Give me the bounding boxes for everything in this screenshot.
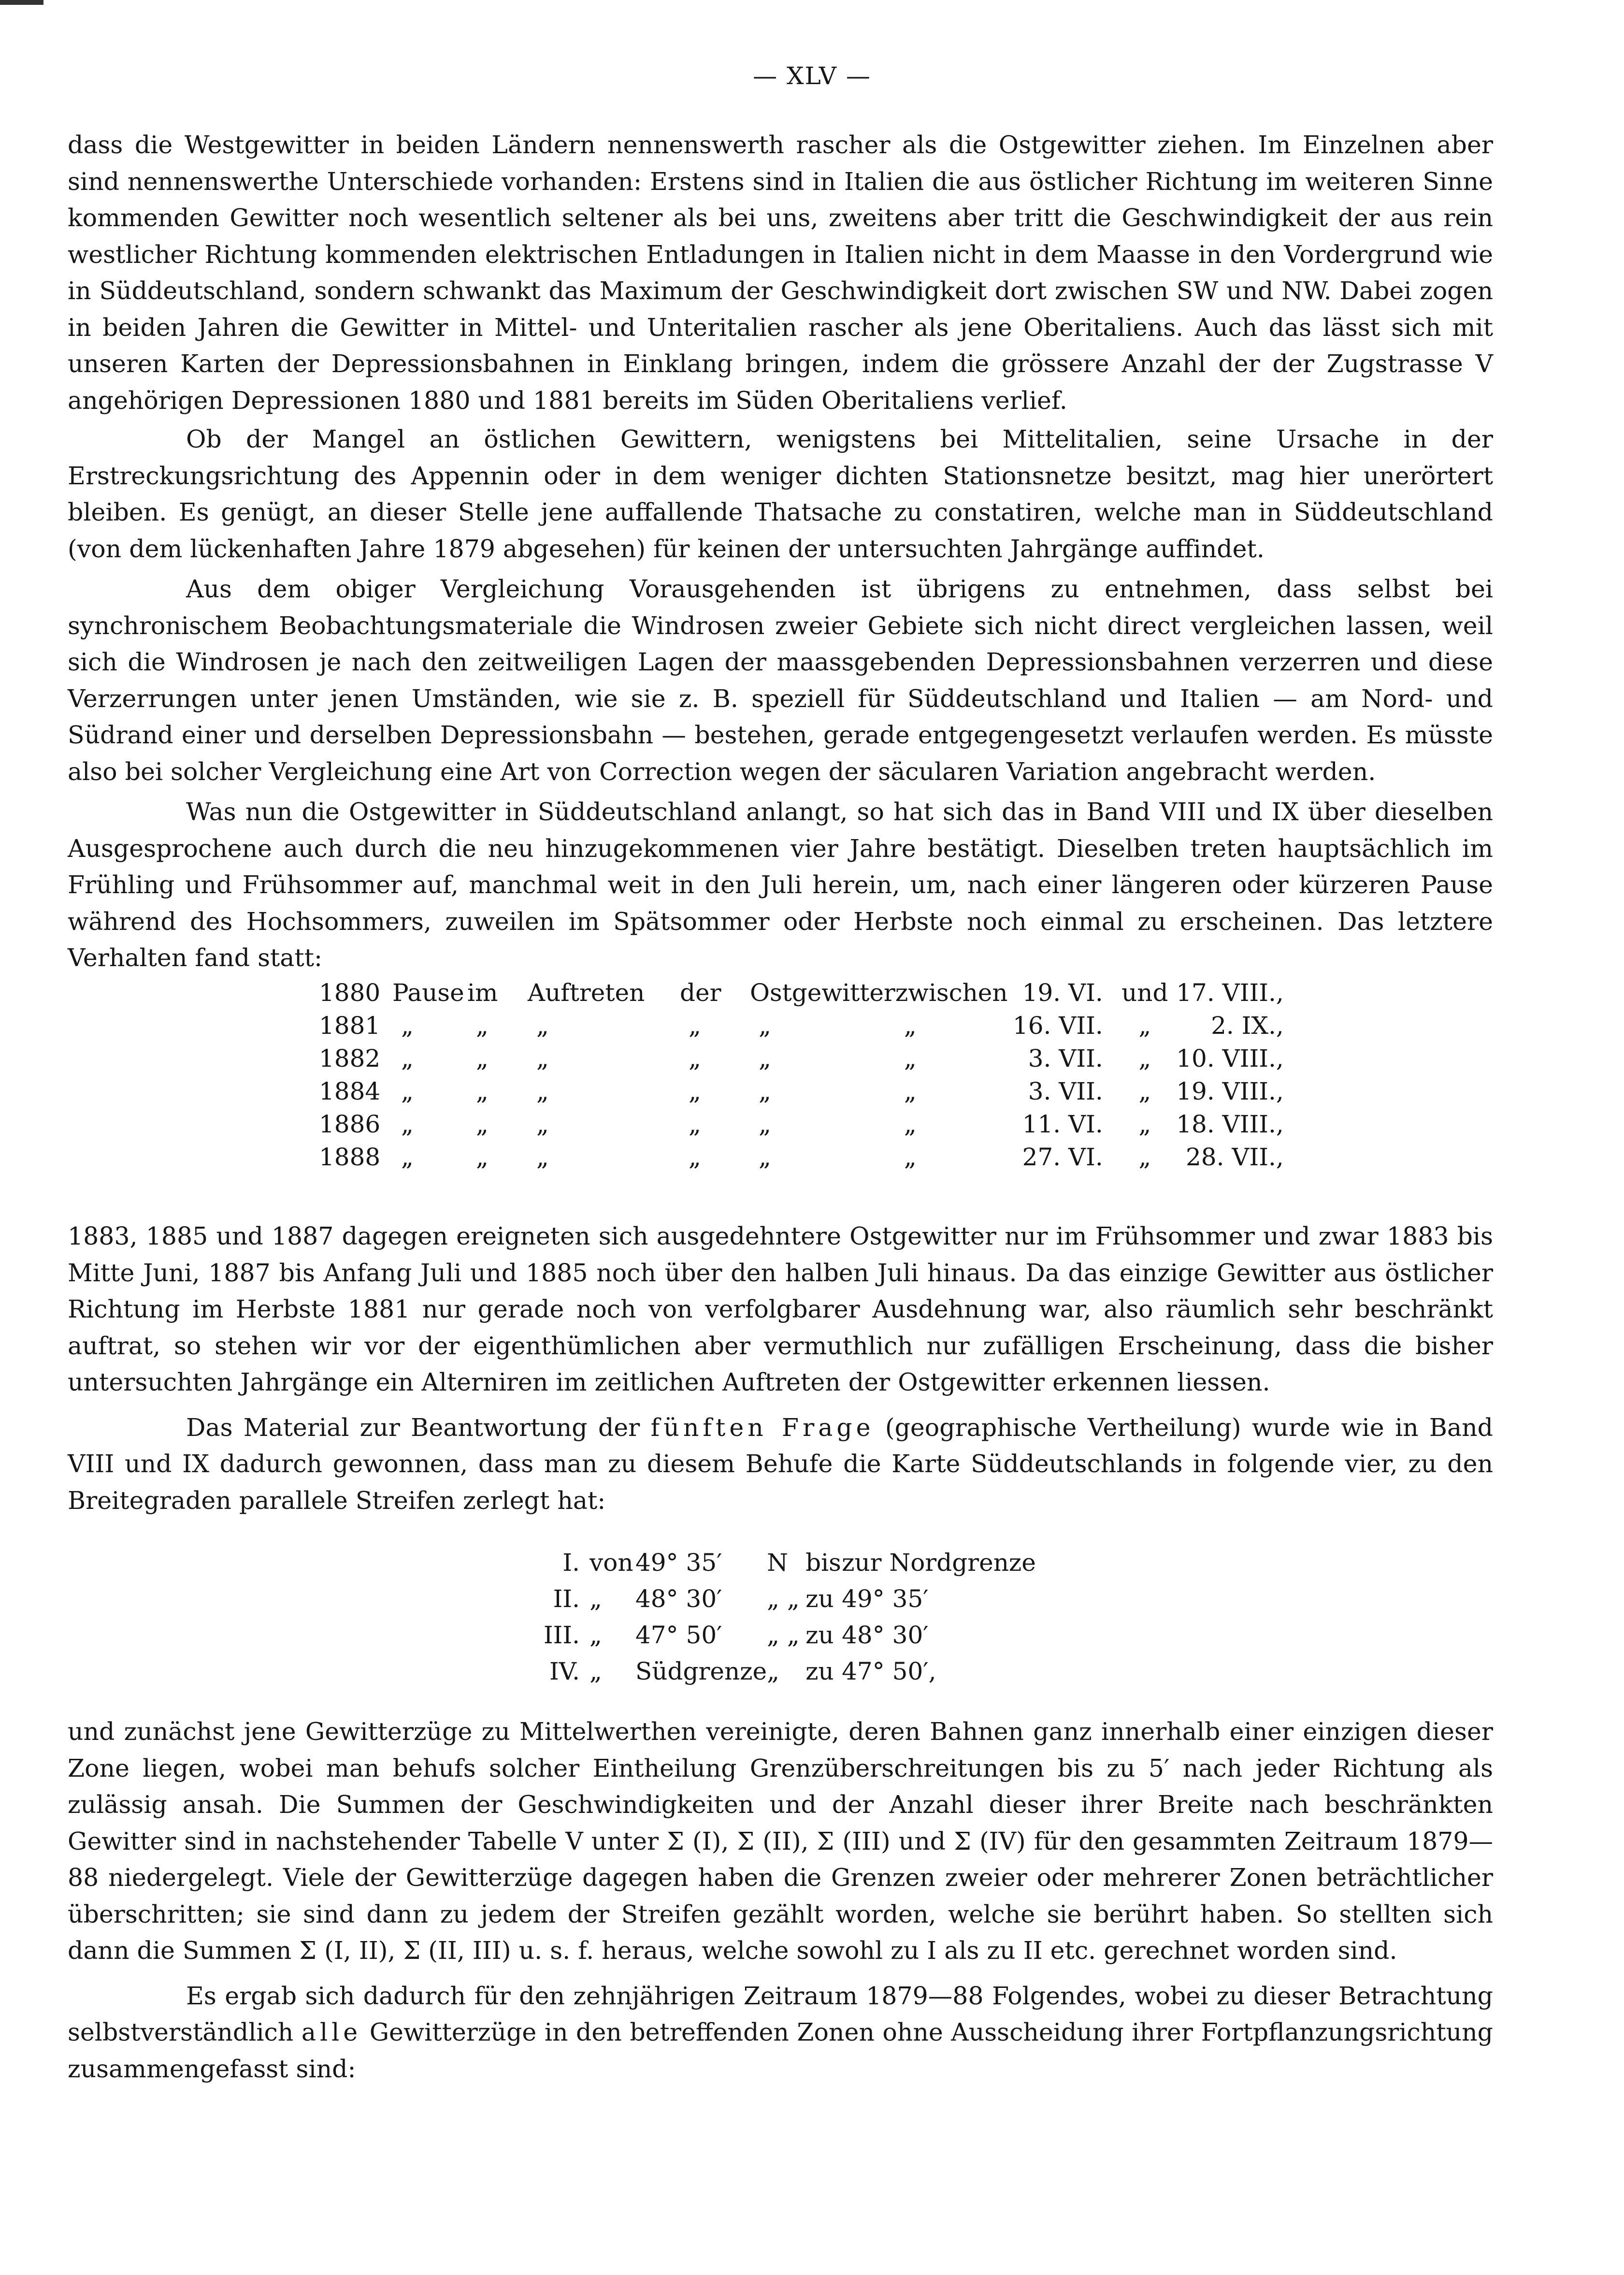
zone-cell: 48° 30′ bbox=[842, 1621, 929, 1649]
zone-cell: 49° 35′ bbox=[635, 1548, 722, 1577]
pause-from: 3. VII. bbox=[1028, 1077, 1103, 1105]
zone-cell: bis bbox=[805, 1548, 841, 1577]
paragraph-8 bbox=[68, 1978, 1493, 2087]
paragraph-1: dass die Westgewitter in beiden Ländern nennenswerth rascher als die Ostgewitter ziehen. Im Einzelnen aber sind nennenswerthe Unterschiede vorhanden: Erstens sind in Italien die aus östlicher Richtung im weiteren Sinne kommenden Gewitter noch wesentlich seltener als bei uns, zweitens aber tritt die Geschwindigkeit der aus rein westlicher Richtung kommenden elektrischen Entladungen in Italien nicht in dem Maasse in den Vordergrund wie in Süddeutschland, sondern schwankt das Maximum der Geschwindigkeit dort zwischen SW und NW. Dabei zogen in beiden Jahren die Gewitter in Mittel- und Unteritalien rascher als jene Oberitaliens. Auch das lässt sich mit unseren Karten der Depressionsbahnen in Einklang bringen, indem die grössere Anzahl der der Zugstrasse V angehörigen Depressionen 1880 und 1881 bereits im Süden Oberitaliens verlief. bbox=[68, 130, 1493, 415]
zone-cell: zur Nordgrenze bbox=[842, 1548, 1036, 1577]
pause-word: der bbox=[680, 979, 721, 1007]
zone-cell: „ bbox=[589, 1584, 602, 1613]
text-block-2 bbox=[68, 1218, 1493, 1519]
ditto-mark: „ bbox=[904, 1143, 917, 1171]
pause-to: 10. VIII., bbox=[1176, 1044, 1284, 1072]
ditto-mark: „ bbox=[536, 1044, 549, 1072]
pause-word: Auftreten bbox=[528, 979, 645, 1007]
pause-from: 11. VI. bbox=[1022, 1110, 1103, 1138]
pause-and: „ bbox=[1138, 1077, 1151, 1105]
pause-year: 1881 bbox=[319, 1012, 381, 1040]
paragraph-8-emphasis: alle bbox=[301, 2018, 362, 2046]
zone-cell: zu bbox=[805, 1621, 834, 1649]
paragraph-7: und zunächst jene Gewitterzüge zu Mittelwerthen vereinigte, deren Bahnen ganz innerhalb einer einzigen dieser Zone liegen, wobei man behufs solcher Eintheilung Grenzüberschreitungen bis zu 5′ nach jeder Richtung als zulässig ansah. Die Summen der Geschwindigkeiten und der Anzahl dieser ihrer Breite nach beschränkten Gewitter sind in nachstehender Tabelle V unter Σ (I), Σ (II), Σ (III) und Σ (IV) für den gesammten Zeitraum 1879—88 niedergelegt. Viele der Gewitterzüge dagegen haben die Grenzen zweier oder mehrerer Zonen beträchtlicher überschritten; sie sind dann zu jedem der Streifen gezählt worden, welche sie berührt haben. So stellten sich dann die Summen Σ (I, II), Σ (II, III) u. s. f. heraus, welche sowohl zu I als zu II etc. gerechnet worden sind. bbox=[68, 1717, 1493, 1965]
zone-roman: II. bbox=[553, 1584, 580, 1613]
ditto-mark: „ bbox=[476, 1044, 489, 1072]
pause-to: 28. VII., bbox=[1186, 1143, 1284, 1171]
zone-roman: III. bbox=[543, 1621, 580, 1649]
zone-cell: „ bbox=[589, 1657, 602, 1685]
pause-from: 19. VI. bbox=[1022, 979, 1103, 1007]
ditto-mark: „ bbox=[689, 1077, 701, 1105]
zone-cell: zu bbox=[805, 1657, 834, 1685]
zone-cell: 47° 50′ bbox=[635, 1621, 722, 1649]
zone-row bbox=[522, 1653, 1036, 1689]
ditto-mark: „ bbox=[759, 1143, 771, 1171]
pause-word: zwischen bbox=[895, 979, 1008, 1007]
ditto-mark: „ bbox=[689, 1143, 701, 1171]
zone-cell: 48° 30′ bbox=[635, 1584, 722, 1613]
scan-corner-mark bbox=[0, 0, 43, 5]
zone-row bbox=[522, 1544, 1036, 1580]
ditto-mark: „ bbox=[536, 1012, 549, 1040]
pause-and: „ bbox=[1138, 1143, 1151, 1171]
pause-and: „ bbox=[1138, 1110, 1151, 1138]
ditto-mark: „ bbox=[401, 1012, 414, 1040]
ditto-mark: „ bbox=[401, 1077, 414, 1105]
pause-from: 16. VII. bbox=[1012, 1012, 1103, 1040]
ditto-mark: „ bbox=[759, 1012, 771, 1040]
zone-cell: N bbox=[767, 1548, 788, 1577]
zone-row bbox=[522, 1617, 1036, 1653]
pause-and: „ bbox=[1138, 1044, 1151, 1072]
pause-year: 1880 bbox=[319, 979, 381, 1007]
zone-roman: IV. bbox=[549, 1657, 580, 1685]
paragraph-8-part-1: Es ergab sich dadurch für den zehnjährigen Zeitraum 1879—88 Folgendes, wobei zu dieser Betrachtung selbstverständlich bbox=[68, 1981, 1493, 2046]
zone-cell: von bbox=[589, 1548, 633, 1577]
pause-word: Ostgewitter bbox=[750, 979, 895, 1007]
pause-word: Pause bbox=[392, 979, 464, 1007]
zone-row bbox=[522, 1580, 1036, 1617]
paragraph-6-emphasis: fünften Frage bbox=[650, 1413, 875, 1442]
paragraph-6-part-1: Das Material zur Beantwortung der bbox=[186, 1413, 651, 1442]
ditto-mark: „ bbox=[476, 1143, 489, 1171]
zone-cell: „ „ bbox=[767, 1621, 800, 1649]
pause-to: 19. VIII., bbox=[1176, 1077, 1284, 1105]
pause-word: im bbox=[467, 979, 498, 1007]
zone-cell: „ bbox=[589, 1621, 602, 1649]
pause-row bbox=[319, 1108, 1284, 1141]
pause-table bbox=[319, 976, 1284, 1174]
zone-roman: I. bbox=[562, 1548, 580, 1577]
zone-cell: „ „ bbox=[767, 1584, 800, 1613]
page-number: — XLV — bbox=[753, 62, 871, 90]
zone-cell: 49° 35′ bbox=[842, 1584, 929, 1613]
ditto-mark: „ bbox=[689, 1110, 701, 1138]
ditto-mark: „ bbox=[476, 1077, 489, 1105]
pause-and: „ bbox=[1138, 1012, 1151, 1040]
zone-cell: „ bbox=[767, 1657, 780, 1685]
ditto-mark: „ bbox=[536, 1110, 549, 1138]
paragraph-3: Aus dem obiger Vergleichung Vorausgehenden ist übrigens zu entnehmen, dass selbst bei synchronischem Beobachtungsmateriale die Windrosen zweier Gebiete sich nicht direct vergleichen lassen, weil sich die Windrosen je nach den zeitweiligen Lagen der maassgebenden Depressionsbahnen verzerren und diese Verzerrungen unter jenen Umständen, wie sie z. B. speziell für Süddeutschland und Italien — am Nord- und Südrand einer und derselben Depressionsbahn — bestehen, gerade entgegengesetzt verlaufen werden. Es müsste also bei solcher Vergleichung eine Art von Correction wegen der säcularen Variation angebracht werden. bbox=[68, 575, 1493, 786]
ditto-mark: „ bbox=[401, 1143, 414, 1171]
paragraph-5: 1883, 1885 und 1887 dagegen ereigneten sich ausgedehntere Ostgewitter nur im Frühsommer und zwar 1883 bis Mitte Juni, 1887 bis Anfang Juli und 1885 noch über den halben Juli hinaus. Da das einzige Gewitter aus östlicher Richtung im Herbste 1881 nur gerade noch von verfolgbarer Ausdehnung war, also räumlich sehr beschränkt auftrat, so stehen wir vor der eigenthümlichen aber vermuthlich nur zufälligen Erscheinung, dass die bisher untersuchten Jahrgänge ein Alterniren im zeitlichen Auftreten der Ostgewitter erkennen liessen. bbox=[68, 1222, 1493, 1396]
pause-year: 1888 bbox=[319, 1143, 381, 1171]
pause-row bbox=[319, 1075, 1284, 1108]
pause-row bbox=[319, 1009, 1284, 1042]
pause-and: und bbox=[1121, 979, 1168, 1007]
ditto-mark: „ bbox=[904, 1012, 917, 1040]
pause-to: 18. VIII., bbox=[1176, 1110, 1284, 1138]
ditto-mark: „ bbox=[759, 1077, 771, 1105]
ditto-mark: „ bbox=[536, 1077, 549, 1105]
paragraph-4: Was nun die Ostgewitter in Süddeutschland anlangt, so hat sich das in Band VIII und IX über dieselben Ausgesprochene auch durch die neu hinzugekommenen vier Jahre bestätigt. Dieselben treten hauptsächlich im Frühling und Frühsommer auf, manchmal weit in den Juli herein, um, nach einer längeren oder kürzeren Pause während des Hochsommers, zuweilen im Spätsommer oder Herbste noch einmal zu erscheinen. Das letztere Verhalten fand statt: bbox=[68, 797, 1493, 972]
ditto-mark: „ bbox=[401, 1110, 414, 1138]
ditto-mark: „ bbox=[904, 1077, 917, 1105]
pause-row bbox=[319, 1042, 1284, 1075]
paragraph-6 bbox=[68, 1409, 1493, 1519]
ditto-mark: „ bbox=[476, 1110, 489, 1138]
ditto-mark: „ bbox=[904, 1110, 917, 1138]
paragraph-2: Ob der Mangel an östlichen Gewittern, wenigstens bei Mittelitalien, seine Ursache in der Erstreckungsrichtung des Appennin oder in dem weniger dichten Stationsnetze besitzt, mag hier unerörtert bleiben. Es genügt, an dieser Stelle jene auffallende Thatsache zu constatiren, welche man in Süddeutschland (von dem lückenhaften Jahre 1879 abgesehen) für keinen der untersuchten Jahrgänge auffindet. bbox=[68, 425, 1493, 563]
zone-cell: zu bbox=[805, 1584, 834, 1613]
ditto-mark: „ bbox=[401, 1044, 414, 1072]
zone-cell: Südgrenze bbox=[635, 1657, 767, 1685]
pause-row bbox=[319, 976, 1284, 1009]
ditto-mark: „ bbox=[689, 1044, 701, 1072]
paragraph-6-part-2: (geographische Vertheilung) wurde wie in Band VIII und IX dadurch gewonnen, dass man zu diesem Behufe die Karte Süddeutschlands in folgende vier, zu den Breitegraden parallele Streifen zerlegt hat: bbox=[68, 1413, 1493, 1515]
pause-year: 1884 bbox=[319, 1077, 381, 1105]
pause-year: 1882 bbox=[319, 1044, 381, 1072]
paragraph-8-part-2: Gewitterzüge in den betreffenden Zonen ohne Ausscheidung ihrer Fortpflanzungsrichtung zusammengefasst sind: bbox=[68, 2018, 1494, 2083]
ditto-mark: „ bbox=[536, 1143, 549, 1171]
pause-row bbox=[319, 1141, 1284, 1174]
ditto-mark: „ bbox=[759, 1110, 771, 1138]
pause-from: 3. VII. bbox=[1028, 1044, 1103, 1072]
ditto-mark: „ bbox=[904, 1044, 917, 1072]
pause-to: 17. VIII., bbox=[1176, 979, 1284, 1007]
text-block-1 bbox=[68, 127, 1493, 976]
ditto-mark: „ bbox=[759, 1044, 771, 1072]
zone-table bbox=[522, 1544, 1036, 1689]
text-block-3 bbox=[68, 1713, 1493, 2087]
pause-year: 1886 bbox=[319, 1110, 381, 1138]
ditto-mark: „ bbox=[689, 1012, 701, 1040]
zone-cell: 47° 50′, bbox=[842, 1657, 936, 1685]
ditto-mark: „ bbox=[476, 1012, 489, 1040]
pause-from: 27. VI. bbox=[1022, 1143, 1103, 1171]
pause-to: 2. IX., bbox=[1211, 1012, 1284, 1040]
